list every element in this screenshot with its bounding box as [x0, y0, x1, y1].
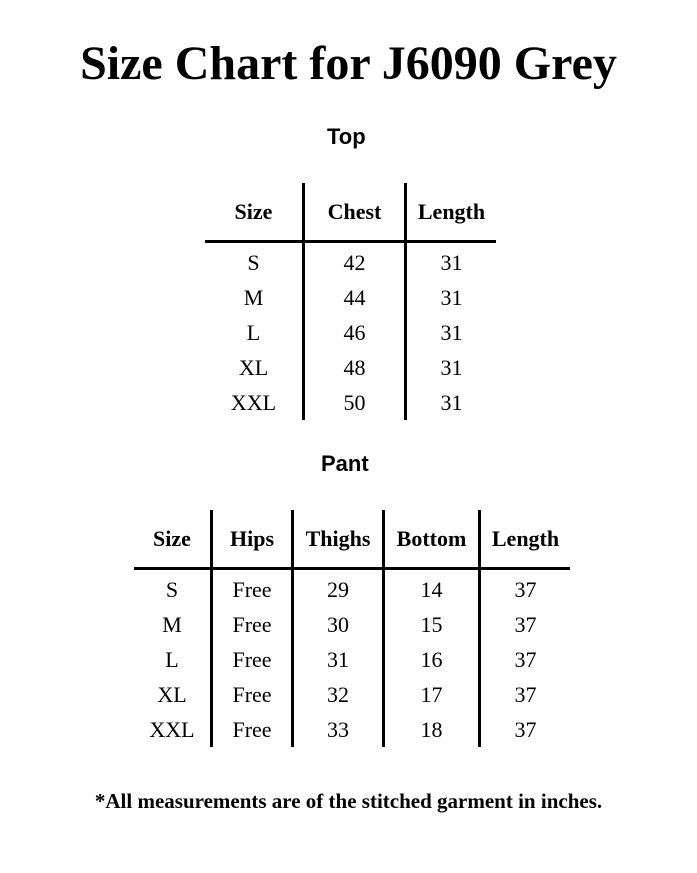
length-cell: 31 [406, 280, 497, 315]
length-cell: 31 [406, 385, 497, 420]
table-header-row [134, 510, 570, 569]
measurement-footnote: *All measurements are of the stitched garment in inches. [94, 789, 603, 813]
length-cell: 37 [480, 677, 571, 712]
thighs-cell: 30 [293, 607, 384, 642]
table-row [205, 280, 496, 315]
bottom-cell: 17 [384, 677, 480, 712]
length-cell: 31 [406, 242, 497, 281]
thighs-cell: 29 [293, 569, 384, 608]
column-header-length: Length [406, 183, 497, 242]
chest-cell: 42 [304, 242, 406, 281]
pant-size-table [134, 510, 570, 747]
column-header-length: Length [480, 510, 571, 569]
table-row [134, 569, 570, 608]
table-row [134, 677, 570, 712]
hips-cell: Free [212, 712, 293, 747]
pant-section-heading: Pant [321, 451, 369, 476]
column-header-chest: Chest [304, 183, 406, 242]
column-header-size: Size [205, 183, 304, 242]
size-cell: XXL [149, 716, 195, 742]
chest-cell: 50 [304, 385, 406, 420]
table-row [134, 642, 570, 677]
hips-cell: Free [212, 569, 293, 608]
hips-cell: Free [212, 607, 293, 642]
column-header-thighs: Thighs [293, 510, 384, 569]
column-header-bottom: Bottom [384, 510, 480, 569]
table-row [205, 315, 496, 350]
thighs-cell: 31 [293, 642, 384, 677]
bottom-cell: 14 [384, 569, 480, 608]
page-title: Size Chart for J6090 Grey [80, 37, 617, 90]
size-cell: M [243, 284, 264, 310]
table-row [205, 350, 496, 385]
length-cell: 37 [480, 642, 571, 677]
column-header-size: Size [134, 510, 212, 569]
table-row [205, 242, 496, 281]
size-cell: S [247, 249, 260, 275]
bottom-cell: 15 [384, 607, 480, 642]
bottom-cell: 18 [384, 712, 480, 747]
table-header-row [205, 183, 496, 242]
table-row [205, 385, 496, 420]
length-cell: 37 [480, 607, 571, 642]
table-row [134, 712, 570, 747]
chest-cell: 48 [304, 350, 406, 385]
hips-cell: Free [212, 642, 293, 677]
size-cell: L [246, 319, 261, 345]
hips-cell: Free [212, 677, 293, 712]
length-cell: 37 [480, 569, 571, 608]
table-row [134, 607, 570, 642]
bottom-cell: 16 [384, 642, 480, 677]
top-size-table [205, 183, 496, 420]
chest-cell: 44 [304, 280, 406, 315]
thighs-cell: 33 [293, 712, 384, 747]
length-cell: 37 [480, 712, 571, 747]
top-section-heading: Top [327, 124, 366, 149]
size-cell: XL [238, 354, 269, 380]
length-cell: 31 [406, 315, 497, 350]
size-cell: M [162, 611, 182, 637]
thighs-cell: 32 [293, 677, 384, 712]
chest-cell: 46 [304, 315, 406, 350]
size-cell: S [165, 576, 179, 602]
size-cell: L [165, 646, 179, 672]
length-cell: 31 [406, 350, 497, 385]
size-cell: XXL [230, 389, 277, 415]
size-cell: XL [157, 681, 187, 707]
column-header-hips: Hips [212, 510, 293, 569]
